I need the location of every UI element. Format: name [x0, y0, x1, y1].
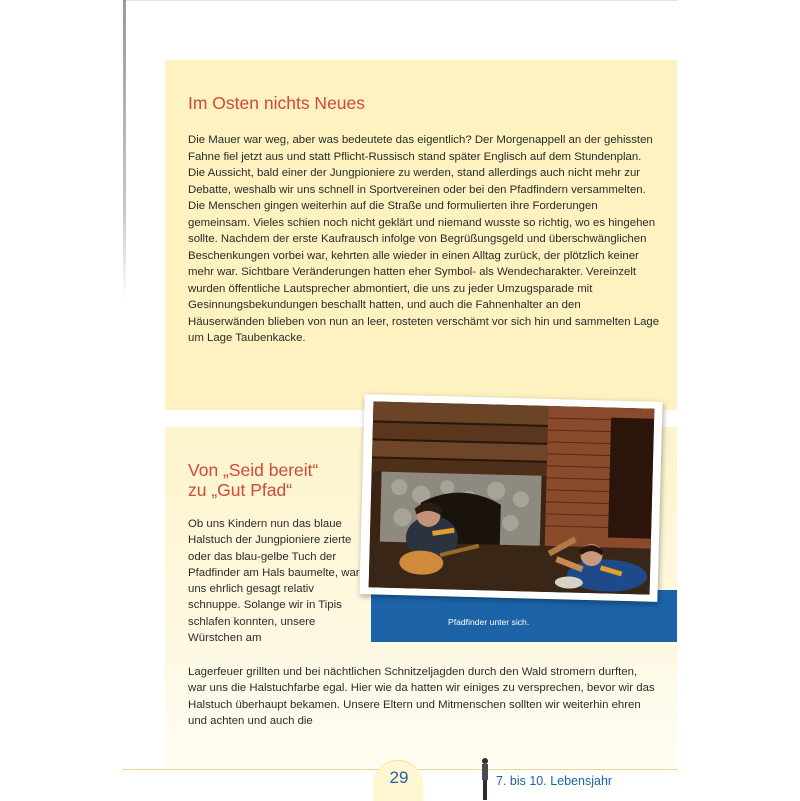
top-rule: [126, 0, 678, 1]
section-2-heading: [188, 460, 368, 500]
section-2-body-column: Ob uns Kindern nun das blaue Halstuch der Jungpioniere zierte oder das blau-gelbe Tuch der Pfadfinder am Hals baumelte, war uns ehrlich gesagt relativ schnuppe. Solange wir in Tipis schlafen konnten, unsere Würstchen am: [188, 518, 360, 645]
spine-shadow: [123, 0, 126, 300]
photo-caption: Pfadfinder unter sich.: [448, 617, 530, 627]
section-2-body-full: Lagerfeuer grillten und bei nächtlichen Schnitzeljagden durch den Wald stromern durften, war uns die Halstuchfarbe egal. Hier wie da hatten wir einiges zu versprechen, bevor wir das Halstuch überhaupt bekamen. Unsere Eltern und Mitmenschen sollten wir weiterhin ehren und achten und auch die: [188, 666, 655, 727]
section-1-body: Die Mauer war weg, aber was bedeutete das eigentlich? Der Morgenappell an der gehissten Fahne fiel jetzt aus und statt Pflicht-Russisch stand später Englisch auf dem Stundenplan. Die Aussicht, bald einer der Jungpioniere zu werden, stand allerdings auch nicht mehr zur Debatte, weshalb wir uns schnell in Sportvereinen oder bei den Pfadfindern versammelten. Die Menschen gingen weiterhin auf die Straße und formulierten ihre Forderungen gemeinsam. Vieles schien noch nicht geklärt und niemand wusste so richtig, wo es hingehen sollte. Nachdem der erste Kaufrausch infolge von Begrüßungsgeld und überschwänglichen Beschenkungen vorbei war, kehrten alle wieder in einen Alltag zurück, der plötzlich keiner mehr war. Sichtbare Veränderungen hatten eher Symbol- als Wendecharakter. Vereinzelt wurden öffentliche Lautsprecher abmontiert, die uns zu jeder Umzugsparade mit Gesinnungsbekundungen beschallt hatten, und auch die Fahnenhalter an den Häuserwänden blieben von nun an leer, rosteten verschämt vor sich hin und sammelten Lage um Lage Taubenkacke.: [188, 134, 660, 344]
page-number: 29: [389, 768, 409, 787]
chapter-label: 7. bis 10. Lebensjahr: [496, 774, 613, 788]
scout-figure-icon: [480, 757, 490, 800]
scout-photo-illustration: [369, 401, 655, 594]
scout-photo: [369, 401, 655, 594]
section-1-heading: Im Osten nichts Neues: [188, 93, 366, 113]
section-2-heading-line-2: zu „Gut Pfad“: [188, 480, 293, 500]
photo-frame: [359, 394, 662, 602]
section-2-heading-line-1: Von „Seid bereit“: [188, 460, 319, 480]
